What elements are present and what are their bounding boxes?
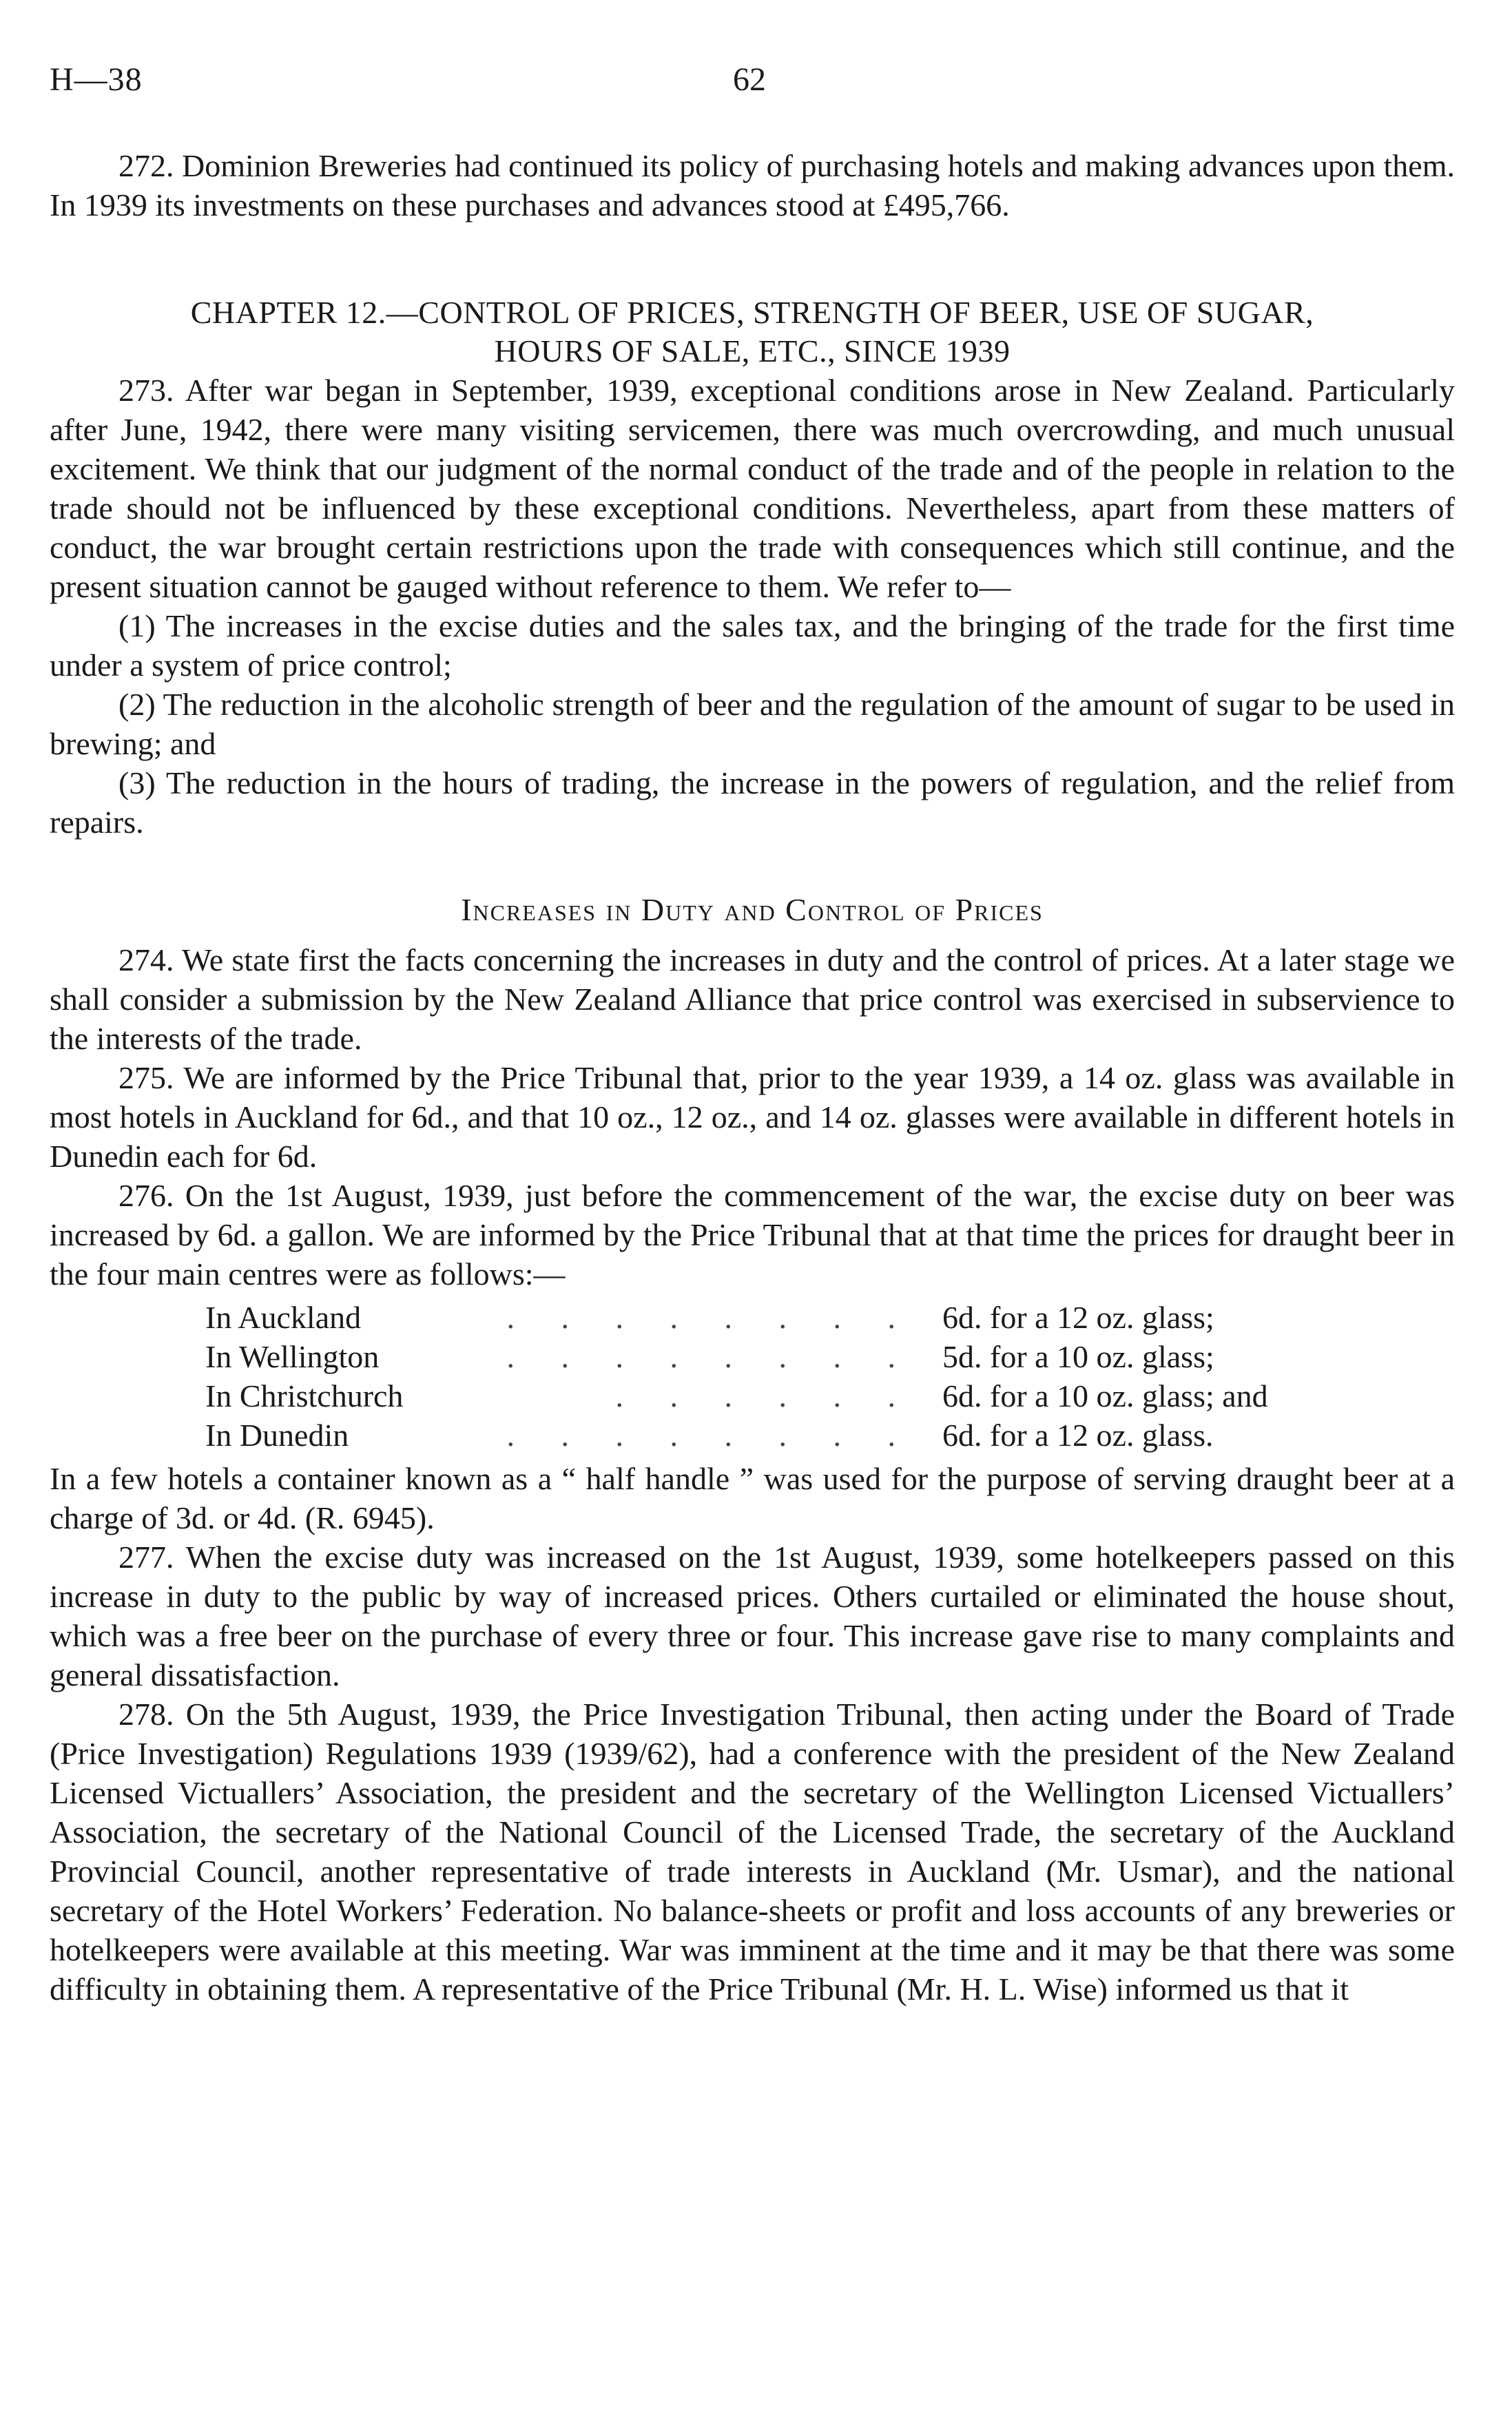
document-reference: H—38 bbox=[50, 61, 143, 98]
price-row bbox=[205, 1298, 1268, 1337]
leader-dots: . . . . . . . . bbox=[506, 1339, 915, 1374]
chapter-title-line-1: CHAPTER 12.—CONTROL OF PRICES, STRENGTH OF BEER, USE OF SUGAR, bbox=[190, 295, 1314, 330]
paragraph-272: 272. Dominion Breweries had continued its policy of purchasing hotels and making advances upon them. In 1939 its investments on these purchases and advances stood at £495,766. bbox=[50, 148, 1455, 222]
price-row bbox=[205, 1376, 1268, 1416]
leader-dots: . . . . . . bbox=[615, 1378, 915, 1413]
chapter-title bbox=[50, 293, 1455, 371]
price-table bbox=[205, 1298, 1268, 1455]
leader-dots: . . . . . . . . bbox=[506, 1418, 915, 1453]
section-heading: Increases in Duty and Control of Prices bbox=[461, 892, 1044, 927]
price-city: In Wellington bbox=[205, 1339, 380, 1374]
paragraph-273: 273. After war began in September, 1939, exceptional conditions arose in New Zealand. Particularly after June, 1942, there were many visiting servicemen, there was much overcrowding, and much unusual excitement. We think that our judgment of the normal conduct of the trade and of the people in relation to the trade should not be influenced by these exceptional conditions. Nevertheless, apart from these matters of conduct, the war brought certain restrictions upon the trade with consequences which still continue, and the present situation cannot be gauged without reference to them. We refer to— bbox=[50, 373, 1455, 604]
price-value: 5d. for a 10 oz. glass; bbox=[942, 1339, 1214, 1374]
list-item-3: (3) The reduction in the hours of trading, the increase in the powers of regulation, and the relief from repairs. bbox=[50, 765, 1455, 840]
leader-dots: . . . . . . . . bbox=[506, 1300, 915, 1335]
page-number: 62 bbox=[733, 61, 766, 98]
list-item-1: (1) The increases in the excise duties and the sales tax, and the bringing of the trade for the first time under a system of price control; bbox=[50, 608, 1455, 683]
paragraph-275: 275. We are informed by the Price Tribunal that, prior to the year 1939, a 14 oz. glass was available in most hotels in Auckland for 6d., and that 10 oz., 12 oz., and 14 oz. glasses were available in different hotels in Dunedin each for 6d. bbox=[50, 1060, 1455, 1174]
price-city: In Dunedin bbox=[205, 1418, 349, 1453]
document-body bbox=[50, 146, 1455, 2009]
price-value: 6d. for a 12 oz. glass; bbox=[942, 1300, 1214, 1335]
price-city: In Christchurch bbox=[205, 1378, 404, 1413]
price-city: In Auckland bbox=[205, 1300, 362, 1335]
paragraph-274: 274. We state first the facts concerning the increases in duty and the control of prices. At a later stage we shall consider a submission by the New Zealand Alliance that price control was exercised in subservience to the interests of the trade. bbox=[50, 942, 1455, 1056]
paragraph-277: 277. When the excise duty was increased on the 1st August, 1939, some hotelkeepers passed on this increase in duty to the public by way of increased prices. Others curtailed or eliminated the house shout, which was a free beer on the purchase of every three or four. This increase gave rise to many complaints and general dissatisfaction. bbox=[50, 1540, 1455, 1692]
list-item-2: (2) The reduction in the alcoholic strength of beer and the regulation of the amount of sugar to be used in brewing; and bbox=[50, 687, 1455, 761]
paragraph-276: 276. On the 1st August, 1939, just before the commencement of the war, the excise duty on beer was increased by 6d. a gallon. We are informed by the Price Tribunal that at that time the prices for draught beer in the four main centres were as follows:— bbox=[50, 1178, 1455, 1292]
price-row bbox=[205, 1337, 1268, 1376]
paragraph-276-continued: In a few hotels a container known as a “ half handle ” was used for the purpose of serving draught beer at a charge of 3d. or 4d. (R. 6945). bbox=[50, 1461, 1455, 1535]
paragraph-278: 278. On the 5th August, 1939, the Price Investigation Tribunal, then acting under the Board of Trade (Price Investigation) Regulations 1939 (1939/62), had a conference with the president of the New Zealand Licensed Victuallers’ Association, the president and the secretary of the Wellington Licensed Victuallers’ Association, the secretary of the National Council of the Licensed Trade, the secretary of the Auckland Provincial Council, another representative of trade interests in Auckland (Mr. Usmar), and the national secretary of the Hotel Workers’ Federation. No balance-sheets or profit and loss accounts of any breweries or hotelkeepers were available at this meeting. War was imminent at the time and it may be that there was some difficulty in obtaining them. A representative of the Price Tribunal (Mr. H. L. Wise) informed us that it bbox=[50, 1697, 1455, 2007]
price-value: 6d. for a 10 oz. glass; and bbox=[942, 1378, 1268, 1413]
chapter-title-line-2: HOURS OF SALE, ETC., SINCE 1939 bbox=[494, 333, 1011, 369]
price-value: 6d. for a 12 oz. glass. bbox=[942, 1418, 1214, 1453]
price-row bbox=[205, 1416, 1268, 1455]
